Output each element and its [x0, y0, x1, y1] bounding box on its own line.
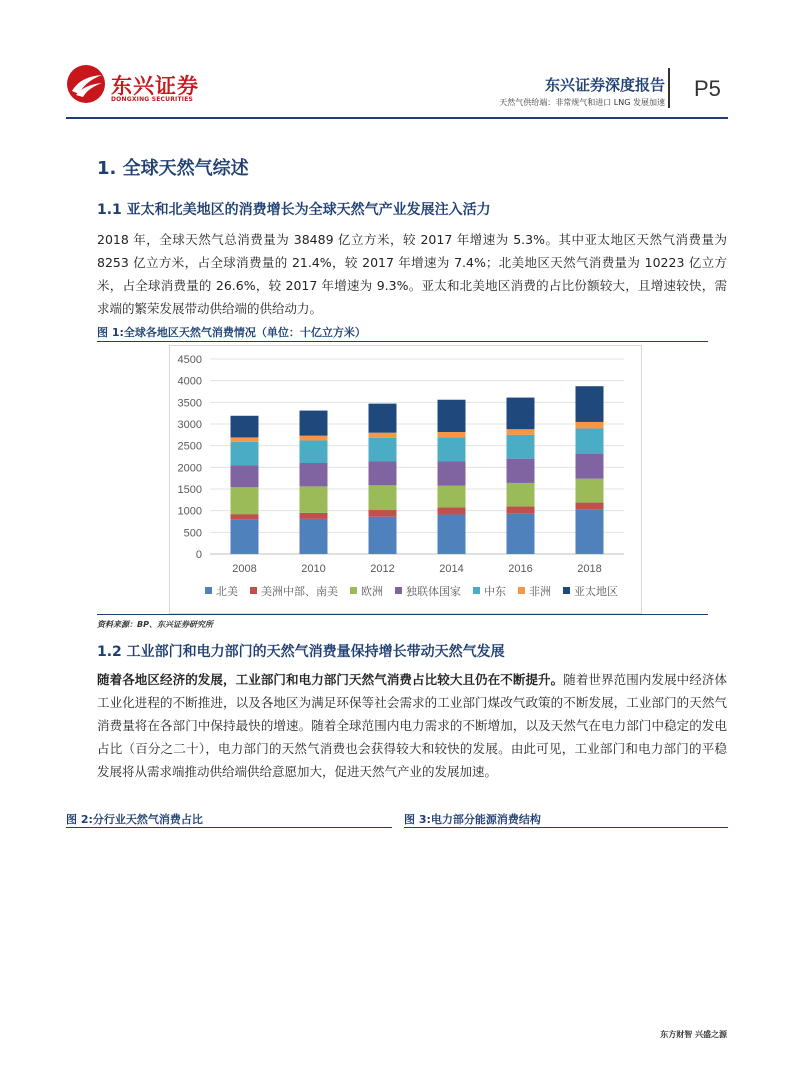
legend-label: 欧洲: [361, 586, 383, 598]
y-tick-label: 1000: [177, 505, 202, 518]
y-tick-label: 3500: [177, 397, 202, 410]
bar-segment: [438, 432, 466, 437]
bar-segment: [438, 507, 466, 514]
legend-swatch: [205, 587, 212, 594]
bar-segment: [507, 459, 535, 483]
bar-segment: [507, 398, 535, 430]
legend-swatch: [473, 587, 480, 594]
figure-1-caption: 图 1:全球各地区天然气消费情况（单位：十亿立方米）: [97, 326, 366, 339]
bar-segment: [300, 411, 328, 436]
bar-segment: [231, 437, 259, 441]
bar-segment: [369, 510, 397, 517]
legend-label: 美洲中部、南美: [261, 586, 338, 598]
bar-segment: [438, 515, 466, 554]
bar-segment: [369, 485, 397, 510]
figure-3-caption: 图 3:电力部分能源消费结构: [404, 813, 541, 826]
figure-2-rule: [66, 827, 392, 828]
bar-segment: [300, 436, 328, 441]
bar-segment: [507, 429, 535, 435]
figure-3-rule: [404, 827, 728, 828]
footer-slogan: 东方财智 兴盛之源: [660, 1030, 727, 1039]
legend-swatch: [250, 587, 257, 594]
bar-segment: [231, 520, 259, 554]
bar-segment: [576, 510, 604, 554]
bar-segment: [576, 479, 604, 503]
legend-swatch: [395, 587, 402, 594]
figure-1-bottom-rule: [97, 614, 708, 615]
section-heading: 1. 全球天然气综述: [97, 158, 249, 179]
bar-segment: [369, 404, 397, 433]
figure-2-caption: 图 2:分行业天然气消费占比: [66, 813, 203, 826]
bar-segment: [369, 438, 397, 462]
y-tick-label: 2500: [177, 440, 202, 453]
x-tick-label: 2008: [232, 563, 257, 575]
bar-segment: [576, 422, 604, 429]
bar-segment: [507, 506, 535, 513]
bar-segment: [369, 461, 397, 485]
subsection-heading-1-1: 1.1 亚太和北美地区的消费增长为全球天然气产业发展注入活力: [97, 202, 491, 218]
brand-name-cn: 东兴证券: [111, 74, 199, 98]
y-tick-label: 4500: [177, 354, 202, 366]
bar-segment: [576, 386, 604, 422]
brand-name-en: DONGXING SECURITIES: [111, 96, 194, 103]
header-rule: [66, 117, 728, 119]
y-tick-label: 1500: [177, 484, 202, 496]
bar-segment: [231, 416, 259, 438]
y-tick-label: 500: [183, 527, 202, 540]
legend-swatch: [518, 587, 525, 594]
bar-segment: [438, 400, 466, 432]
legend-label: 非洲: [529, 586, 551, 598]
bar-segment: [300, 440, 328, 463]
bar-segment: [438, 486, 466, 508]
bar-segment: [231, 442, 259, 465]
figure-1-top-rule: [97, 341, 708, 342]
bar-segment: [300, 513, 328, 519]
bar-segment: [369, 433, 397, 438]
bar-segment: [300, 519, 328, 554]
bar-segment: [507, 483, 535, 506]
x-tick-label: 2018: [577, 563, 602, 575]
x-tick-label: 2014: [439, 563, 464, 575]
bar-segment: [507, 435, 535, 459]
legend-label: 独联体国家: [406, 586, 461, 598]
legend-label: 亚太地区: [574, 586, 618, 598]
bar-segment: [231, 465, 259, 487]
dongxing-logo-icon: [66, 64, 108, 104]
legend-label: 中东: [484, 586, 506, 598]
report-subtitle: 天然气供给端：非常规气和进口 LNG 发展加速: [499, 98, 665, 107]
x-tick-label: 2010: [301, 563, 326, 575]
bar-segment: [576, 503, 604, 510]
bar-segment: [576, 428, 604, 453]
y-tick-label: 2000: [177, 462, 202, 475]
bar-segment: [231, 514, 259, 520]
y-tick-label: 4000: [177, 375, 202, 388]
legend-label: 北美: [216, 586, 238, 598]
paragraph-1: 2018 年，全球天然气总消费量为 38489 亿立方米，较 2017 年增速为 5.3%。其中亚太地区天然气消费量为 8253 亿立方米，占全球消费量的 21.4%，较 2017 年增速为 7.4%；北美地区天然气消费量为 10223 亿立方米，占全球消费量的 26.6%，较 2017 年增速为 9.3%。亚太和北美地区消费的占比份额较大，且增速较快，需求端的繁荣发展带动供给端的供给动力。: [97, 232, 727, 316]
x-tick-label: 2016: [508, 563, 533, 575]
bar-segment: [300, 463, 328, 486]
bar-segment: [300, 486, 328, 512]
paragraph-2-body: 随着世界范围内发展中经济体工业化进程的不断推进，以及各地区为满足环保等社会需求的工业部门煤改气政策的不断发展，工业部门的天然气消费量将在各部门中保持最快的增速。随着全球范围内电力需求的不断增加，以及天然气在电力部门中稳定的发电占比（百分之二十），电力部门的天然气消费也会获得较大和较快的发展。由此可见，工业部门和电力部门的平稳发展将从需求端推动供给端供给意愿加大，促进天然气产业的发展加速。: [97, 672, 727, 779]
subsection-heading-1-2: 1.2 工业部门和电力部门的天然气消费量保持增长带动天然气发展: [97, 644, 505, 660]
bar-segment: [507, 514, 535, 554]
chart-frame: [169, 345, 642, 614]
y-tick-label: 0: [195, 549, 202, 561]
paragraph-2-lead: 随着各地区经济的发展，工业部门和电力部门天然气消费占比较大且仍在不断提升。: [97, 672, 564, 687]
gas-consumption-chart: [170, 346, 641, 613]
paragraph-2: [97, 668, 727, 783]
bar-segment: [438, 437, 466, 461]
bar-segment: [231, 487, 259, 514]
bar-segment: [369, 517, 397, 554]
figure-1-source: 资料来源：BP、东兴证券研究所: [97, 620, 213, 629]
report-title: 东兴证券深度报告: [544, 76, 665, 94]
bar-segment: [438, 461, 466, 485]
header-divider: [668, 68, 670, 108]
bar-segment: [576, 454, 604, 479]
y-tick-label: 3000: [177, 419, 202, 431]
x-tick-label: 2012: [370, 563, 395, 575]
legend-swatch: [350, 587, 357, 594]
legend-swatch: [563, 587, 570, 594]
page-number: P5: [694, 76, 721, 101]
